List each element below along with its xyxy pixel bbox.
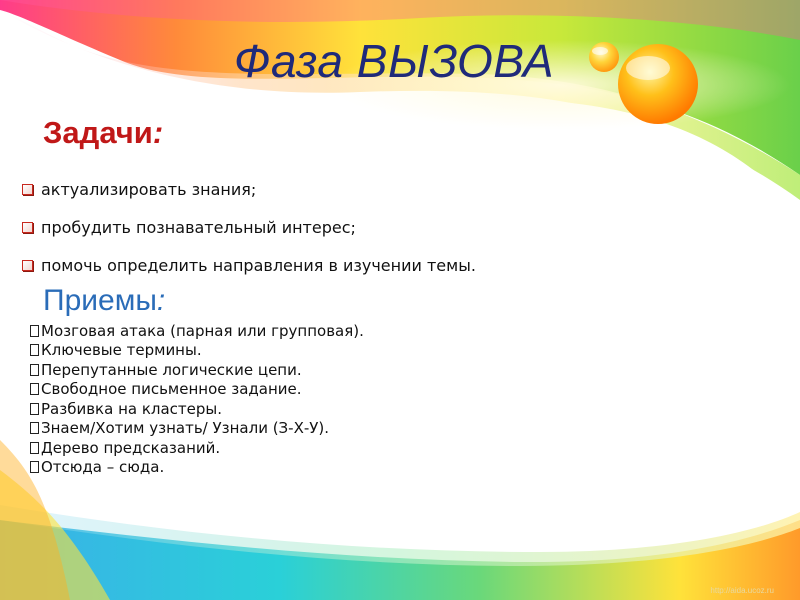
list-item: Мозговая атака (парная или групповая).	[30, 321, 364, 341]
list-item: Свободное письменное задание.	[30, 380, 364, 400]
slide-title: Фаза ВЫЗОВА	[233, 35, 555, 87]
missing-glyph-icon	[30, 364, 39, 376]
tasks-list	[22, 170, 476, 284]
list-item: Знаем/Хотим узнать/ Узнали (З-Х-У).	[30, 419, 364, 439]
methods-list	[30, 321, 364, 477]
square-bullet-icon	[22, 184, 33, 195]
list-item: Отсюда – сюда.	[30, 458, 364, 478]
tasks-heading-colon: :	[152, 115, 164, 150]
missing-glyph-icon	[30, 403, 39, 415]
list-item: Разбивка на кластеры.	[30, 399, 364, 419]
missing-glyph-icon	[30, 325, 39, 337]
tasks-heading	[43, 115, 163, 151]
list-item: пробудить познавательный интерес;	[22, 208, 476, 246]
watermark: http://aida.ucoz.ru	[710, 586, 774, 595]
missing-glyph-icon	[30, 422, 39, 434]
square-bullet-icon	[22, 222, 33, 233]
square-bullet-icon	[22, 260, 33, 271]
list-item: актуализировать знания;	[22, 170, 476, 208]
missing-glyph-icon	[30, 442, 39, 454]
list-item: Ключевые термины.	[30, 341, 364, 361]
methods-heading	[43, 284, 165, 318]
missing-glyph-icon	[30, 383, 39, 395]
methods-heading-colon: :	[156, 284, 166, 317]
list-item: помочь определить направления в изучении темы.	[22, 246, 476, 284]
missing-glyph-icon	[30, 344, 39, 356]
list-item: Перепутанные логические цепи.	[30, 360, 364, 380]
list-item: Дерево предсказаний.	[30, 438, 364, 458]
methods-heading-text: Приемы	[43, 284, 157, 317]
tasks-heading-text: Задачи	[43, 115, 153, 150]
missing-glyph-icon	[30, 461, 39, 473]
